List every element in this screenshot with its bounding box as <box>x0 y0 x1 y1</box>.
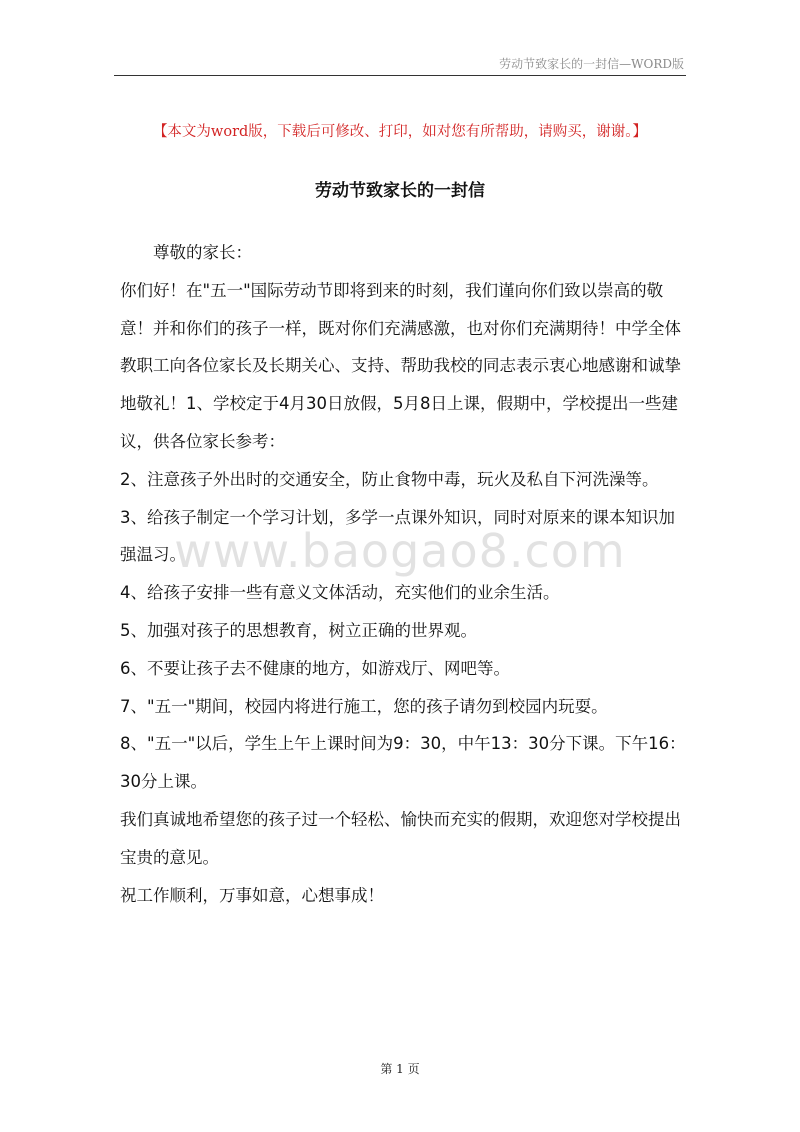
page-number: 第 1 页 <box>380 1062 420 1076</box>
watermark: www.baogao8.com <box>174 524 626 578</box>
document-title: 劳动节致家长的一封信 <box>315 181 485 201</box>
paragraph-1: 你们好！在"五一"国际劳动节即将到来的时刻，我们谨向你们致以崇高的敬意！并和你们的孩子一样，既对你们充满感激，也对你们充满期待！中学全体教职工向各位家长及长期关心、支持、帮助我校的同志表示衷心地感谢和诚挚地敬礼！1、学校定于4月30日放假，5月8日上课，假期中，学校提出一些建议，供各位家长参考： <box>120 280 681 451</box>
paragraph-5: 5、加强对孩子的思想教育，树立正确的世界观。 <box>120 620 477 640</box>
closing-paragraph: 我们真诚地希望您的孩子过一个轻松、愉快而充实的假期，欢迎您对学校提出宝贵的意见。 <box>120 809 681 867</box>
header-divider <box>114 75 686 76</box>
paragraph-6: 6、不要让孩子去不健康的地方，如游戏厅、网吧等。 <box>120 658 510 678</box>
paragraph-7: 7、"五一"期间，校园内将进行施工，您的孩子请勿到校园内玩耍。 <box>120 696 608 716</box>
paragraph-4: 4、给孩子安排一些有意义文体活动，充实他们的业余生活。 <box>120 583 560 603</box>
paragraph-3: 3、给孩子制定一个学习计划，多学一点课外知识，同时对原来的课本知识加强温习。 <box>120 507 675 565</box>
paragraph-8: 8、"五一"以后，学生上午上课时间为9：30，中午13：30分下课。下午16：30分上课。 <box>120 734 686 792</box>
salutation: 尊敬的家长： <box>153 243 252 262</box>
download-notice: 【本文为word版，下载后可修改、打印，如对您有所帮助，请购买，谢谢。】 <box>152 124 648 140</box>
closing-wish: 祝工作顺利，万事如意，心想事成！ <box>120 885 384 905</box>
page-header-title: 劳动节致家长的一封信—WORD版 <box>499 57 684 71</box>
paragraph-2: 2、注意孩子外出时的交通安全，防止食物中毒，玩火及私自下河洗澡等。 <box>120 469 659 489</box>
